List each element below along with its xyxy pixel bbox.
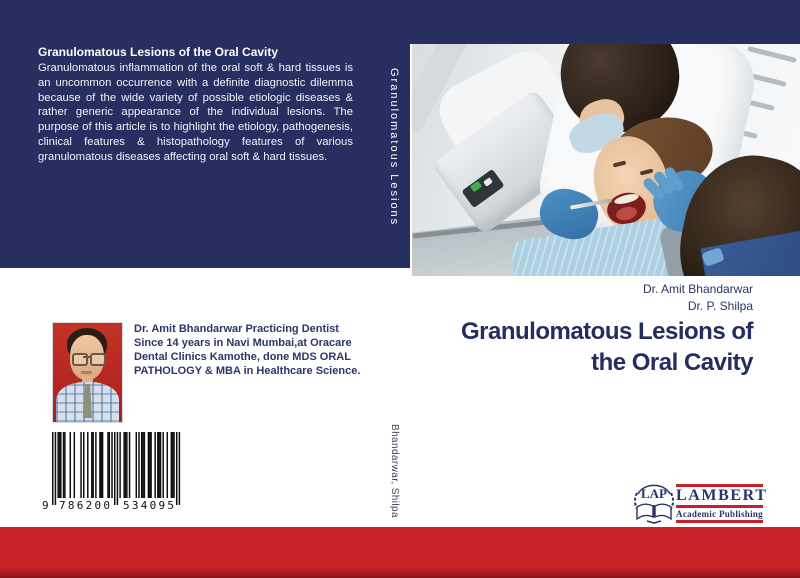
barcode-bars [42, 432, 182, 512]
spine-authors: Bhandarwar, Shilpa [389, 424, 400, 518]
portrait-glasses-bridge [83, 356, 91, 358]
lap-monogram: LAP [641, 486, 667, 501]
dental-scene-photo [411, 44, 800, 276]
portrait-mouth [81, 371, 92, 374]
author-portrait [52, 322, 123, 423]
open-book-icon [637, 504, 671, 523]
barcode-group2: 534095 [123, 499, 174, 512]
isbn-barcode [42, 432, 182, 512]
portrait-glasses [90, 353, 106, 366]
title-line-2: the Oral Cavity [591, 349, 753, 376]
publisher-subtitle: Academic Publishing [676, 509, 763, 519]
spine-title: Granulomatous Lesions [388, 68, 400, 227]
blurb-title: Granulomatous Lesions of the Oral Cavity [38, 45, 279, 59]
logo-red-bar [676, 520, 763, 523]
blurb-text: Granulomatous inflammation of the oral soft & hard tissues is an uncommon occurrence with a definite diagnostic dilemma because of the wide variety of possible etiologic diseases & rather generic appearance of the individual lesions. The purpose of this article is to highlight the etiology, pathogenesis, clinical features & histopathology features of various granulomatous diseases affecting oral soft & hard tissues. [38, 62, 353, 163]
back-cover-blurb [38, 45, 353, 165]
publisher-name: LAMBERT [676, 487, 768, 504]
front-cover-navy-band [410, 0, 800, 44]
front-cover-authors [643, 281, 753, 314]
barcode-group1: 786200 [59, 499, 110, 512]
barcode-lead-digit: 9 [42, 499, 49, 512]
bottom-red-band [0, 527, 800, 578]
author-name: Dr. P. Shilpa [687, 298, 753, 313]
lap-emblem-icon [631, 479, 677, 525]
portrait-glasses [72, 353, 88, 366]
logo-red-bar [676, 505, 763, 508]
front-cover-title [353, 316, 753, 378]
author-name: Dr. Amit Bhandarwar [642, 282, 753, 296]
publisher-logo [631, 477, 768, 525]
author-bio-text: Dr. Amit Bhandarwar Practicing Dentist Since 14 years in Navi Mumbai,at Oracare Dental Clinics Kamothe, done MDS ORAL PATHOLOGY & MBA in Healthcare Science. [134, 323, 361, 377]
title-line-1: Granulomatous Lesions of [460, 318, 753, 345]
publisher-wordmark [676, 484, 768, 523]
